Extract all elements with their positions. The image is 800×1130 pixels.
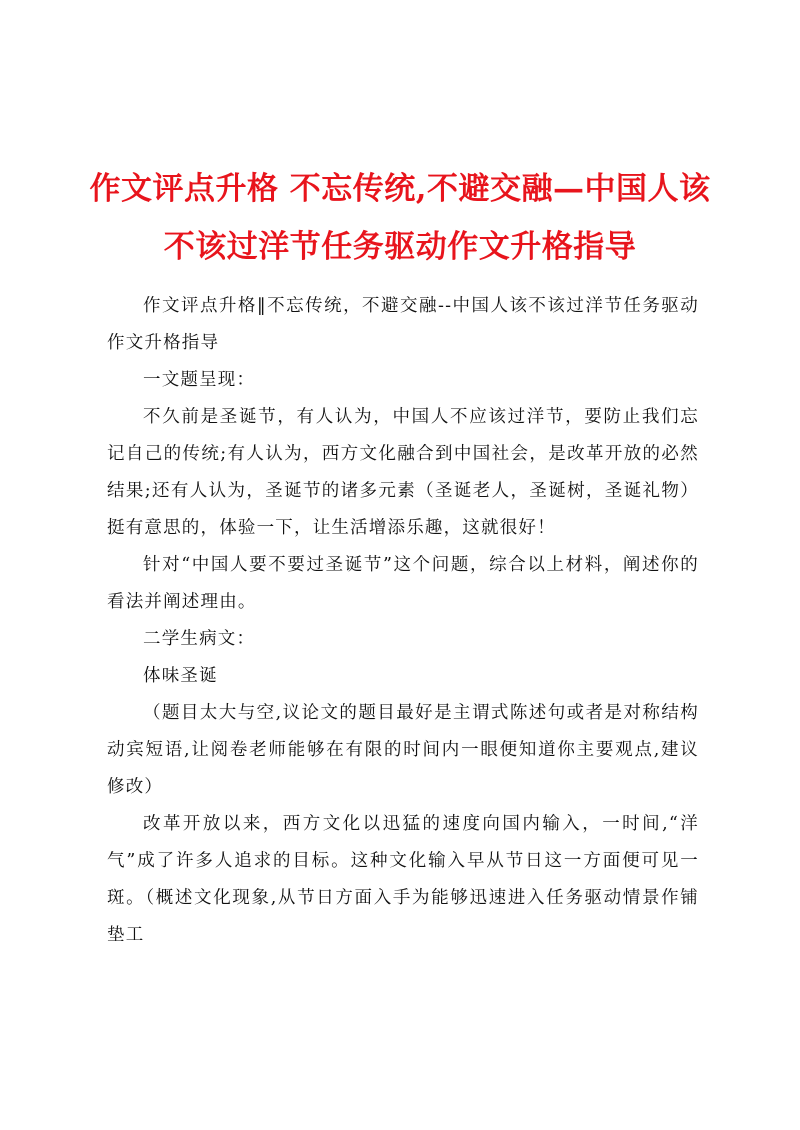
title-line-1: 作文评点升格 不忘传统,不避交融—中国人该 bbox=[89, 171, 711, 207]
task-paragraph: 针对“中国人要不要过圣诞节”这个问题，综合以上材料，阐述你的看法并阐述理由。 bbox=[107, 555, 699, 612]
document-title bbox=[80, 160, 720, 276]
essay-paragraph: 改革开放以来，西方文化以迅猛的速度向国内输入，一时间,“洋气”成了许多人追求的目标。这种文化输入早从节日这一方面便可见一斑。（概述文化现象,从节日方面入手为能够迅速进入任务驱动情景作铺垫工 bbox=[107, 814, 699, 945]
title-line-2: 不该过洋节任务驱动作文升格指导 bbox=[163, 229, 637, 265]
essay-title: 体味圣诞 bbox=[143, 666, 218, 686]
section-heading-prompt: 一文题呈现： bbox=[143, 370, 256, 390]
intro-paragraph: 作文评点升格‖不忘传统，不避交融--中国人该不该过洋节任务驱动作文升格指导 bbox=[107, 296, 699, 353]
document-body bbox=[107, 288, 699, 954]
comment-paragraph: （题目太大与空,议论文的题目最好是主谓式陈述句或者是对称结构动宾短语,让阅卷老师能够在有限的时间内一眼便知道你主要观点,建议修改） bbox=[107, 703, 699, 797]
section-heading-essay: 二学生病文： bbox=[143, 629, 256, 649]
prompt-paragraph: 不久前是圣诞节，有人认为，中国人不应该过洋节，要防止我们忘记自己的传统;有人认为，西方文化融合到中国社会，是改革开放的必然结果;还有人认为，圣诞节的诸多元素（圣诞老人，圣诞树，圣诞礼物）挺有意思的，体验一下，让生活增添乐趣，这就很好！ bbox=[107, 407, 699, 538]
